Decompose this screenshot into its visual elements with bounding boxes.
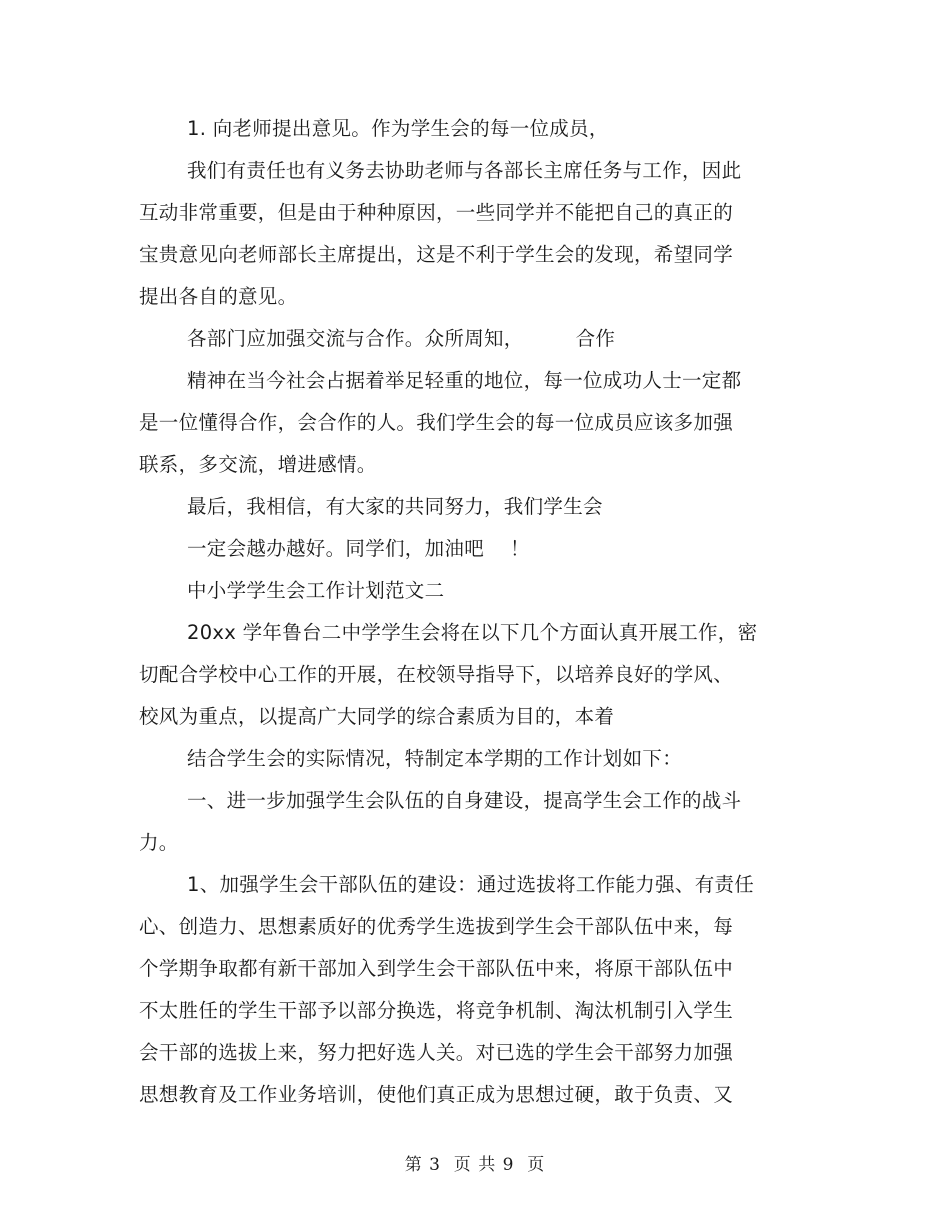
text-line: 一定会越办越好。同学们，加油吧 ！ [187, 537, 530, 560]
text-line: 1. 向老师提出意见。作为学生会的每一位成员， [187, 117, 609, 140]
text-line: 联系，多交流，增进感情。 [139, 453, 377, 476]
text-line: 思想教育及工作业务培训，使他们真正成为思想过硬，敢于负责、又 [139, 1083, 734, 1106]
text-line: 互动非常重要，但是由于种种原因，一些同学并不能把自己的真正的 [139, 201, 734, 224]
text-line: 20xx 学年鲁台二中学学生会将在以下几个方面认真开展工作，密 [187, 621, 758, 644]
text-line: 精神在当今社会占据着举足轻重的地位，每一位成功人士一定都 [187, 369, 742, 392]
text-line: 心、创造力、思想素质好的优秀学生选拔到学生会干部队伍中来，每 [139, 915, 734, 938]
text-line: 宝贵意见向老师部长主席提出，这是不利于学生会的发现，希望同学 [139, 243, 734, 266]
text-line: 一、进一步加强学生会队伍的自身建设，提高学生会工作的战斗 [187, 789, 742, 812]
text-line: 切配合学校中心工作的开展，在校领导指导下，以培养良好的学风、 [139, 663, 734, 686]
text-line: 是一位懂得合作，会合作的人。我们学生会的每一位成员应该多加强 [139, 411, 734, 434]
text-line: 会干部的选拔上来，努力把好选人关。对已选的学生会干部努力加强 [139, 1041, 734, 1064]
text-line: 我们有责任也有义务去协助老师与各部长主席任务与工作，因此 [187, 159, 742, 182]
text-line: 校风为重点，以提高广大同学的综合素质为目的，本着 [139, 705, 615, 728]
text-line: 最后，我相信，有大家的共同努力，我们学生会 [187, 495, 603, 518]
text-line: 提出各自的意见。 [139, 285, 298, 308]
text-line: 各部门应加强交流与合作。众所周知， 合作 [187, 327, 616, 350]
section-heading: 中小学学生会工作计划范文二 [187, 579, 445, 602]
text-line: 力。 [139, 831, 179, 854]
text-line: 个学期争取都有新干部加入到学生会干部队伍中来，将原干部队伍中 [139, 957, 734, 980]
text-line: 不太胜任的学生干部予以部分换选，将竞争机制、淘汰机制引入学生 [139, 999, 734, 1022]
text-line: 1、加强学生会干部队伍的建设：通过选拔将工作能力强、有责任 [187, 873, 755, 896]
document-body [139, 108, 779, 1116]
text-line: 结合学生会的实际情况，特制定本学期的工作计划如下： [187, 747, 683, 770]
page-footer: 第 3 页 共 9 页 [404, 1155, 546, 1175]
